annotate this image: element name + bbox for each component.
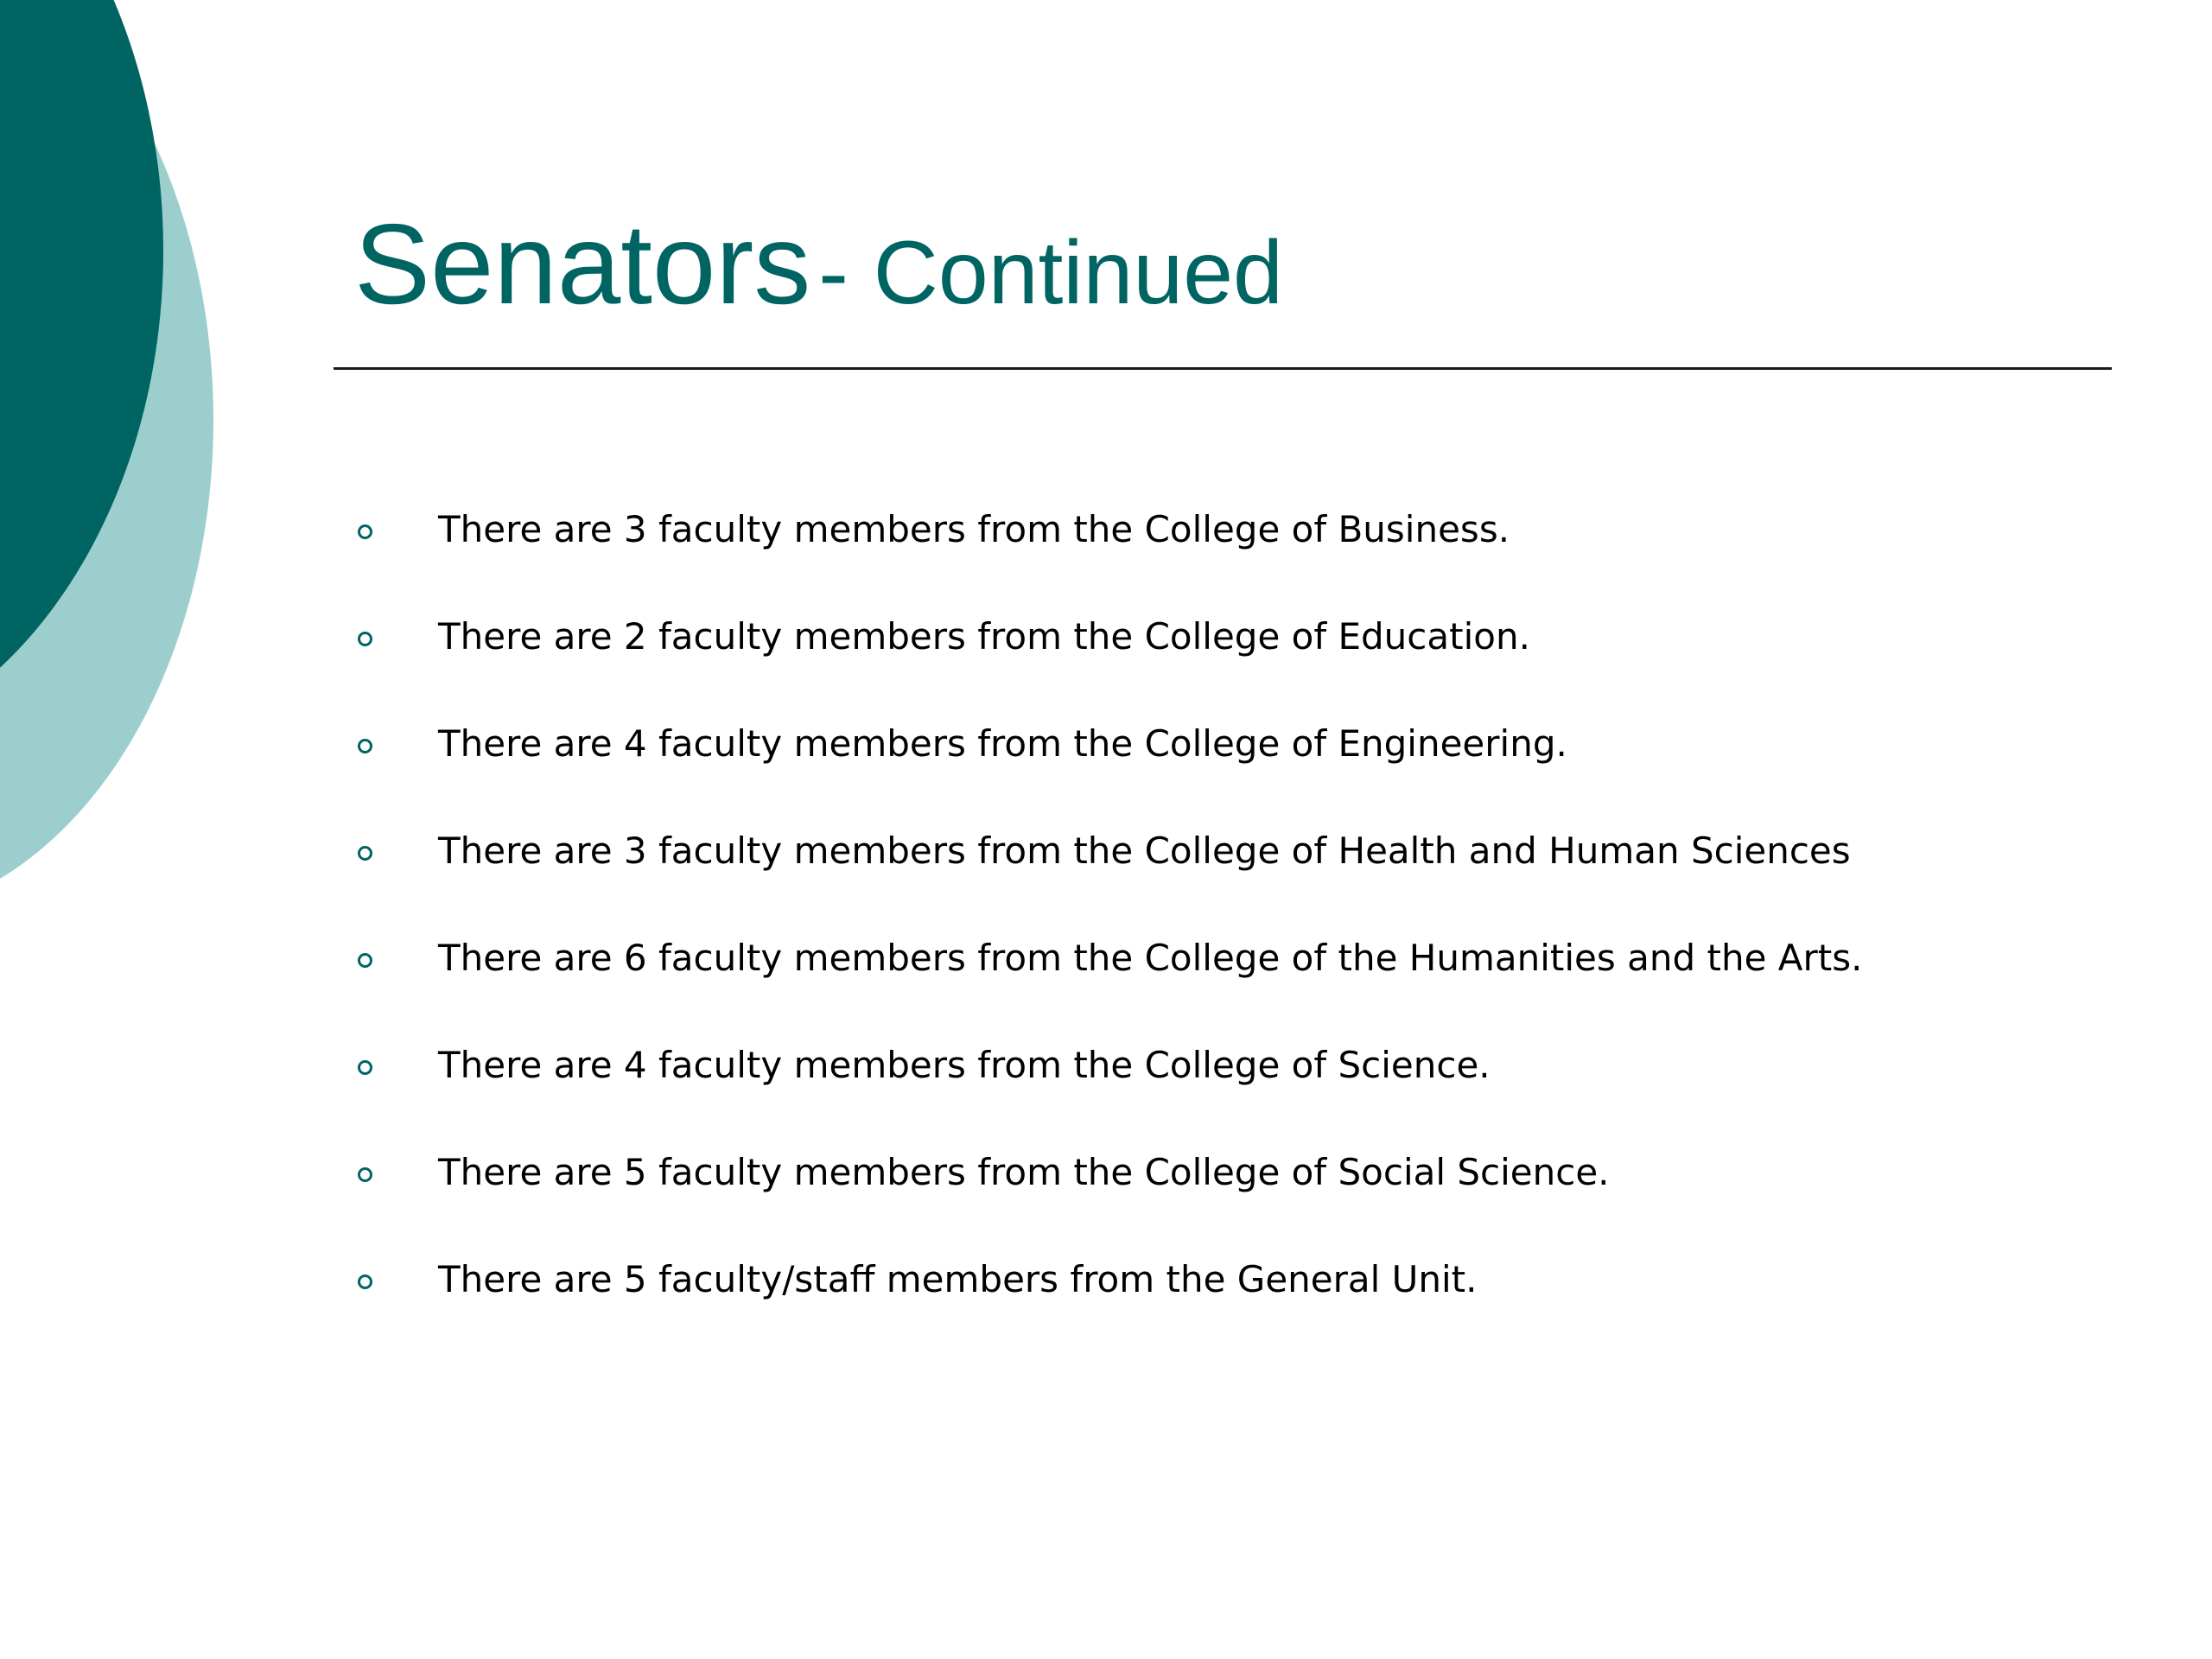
bullet-text: There are 5 faculty members from the College of Social Science. xyxy=(438,1151,1610,1193)
title-subtitle: - Continued xyxy=(818,223,1283,323)
bullet-icon xyxy=(358,1274,372,1289)
bullet-text: There are 6 faculty members from the College of the Humanities and the Arts. xyxy=(438,937,1863,979)
bullet-text: There are 4 faculty members from the College of Science. xyxy=(438,1044,1491,1086)
bullet-text: There are 3 faculty members from the College of Business. xyxy=(438,508,1510,550)
bullet-icon xyxy=(358,524,372,539)
bullet-icon xyxy=(358,632,372,646)
bullet-text: There are 5 faculty/staff members from the General Unit. xyxy=(438,1258,1478,1300)
bullet-icon xyxy=(358,739,372,753)
title-divider xyxy=(334,367,2112,370)
bullet-icon xyxy=(358,953,372,968)
bullet-icon xyxy=(358,1060,372,1075)
bullet-icon xyxy=(358,846,372,861)
title-main: Senators xyxy=(354,200,811,327)
slide-title xyxy=(354,200,1283,327)
bullet-icon xyxy=(358,1167,372,1182)
bullet-text: There are 2 faculty members from the College of Education. xyxy=(438,615,1530,658)
bullet-text: There are 3 faculty members from the College of Health and Human Sciences xyxy=(438,830,1851,872)
bullet-text: There are 4 faculty members from the College of Engineering. xyxy=(438,722,1567,765)
